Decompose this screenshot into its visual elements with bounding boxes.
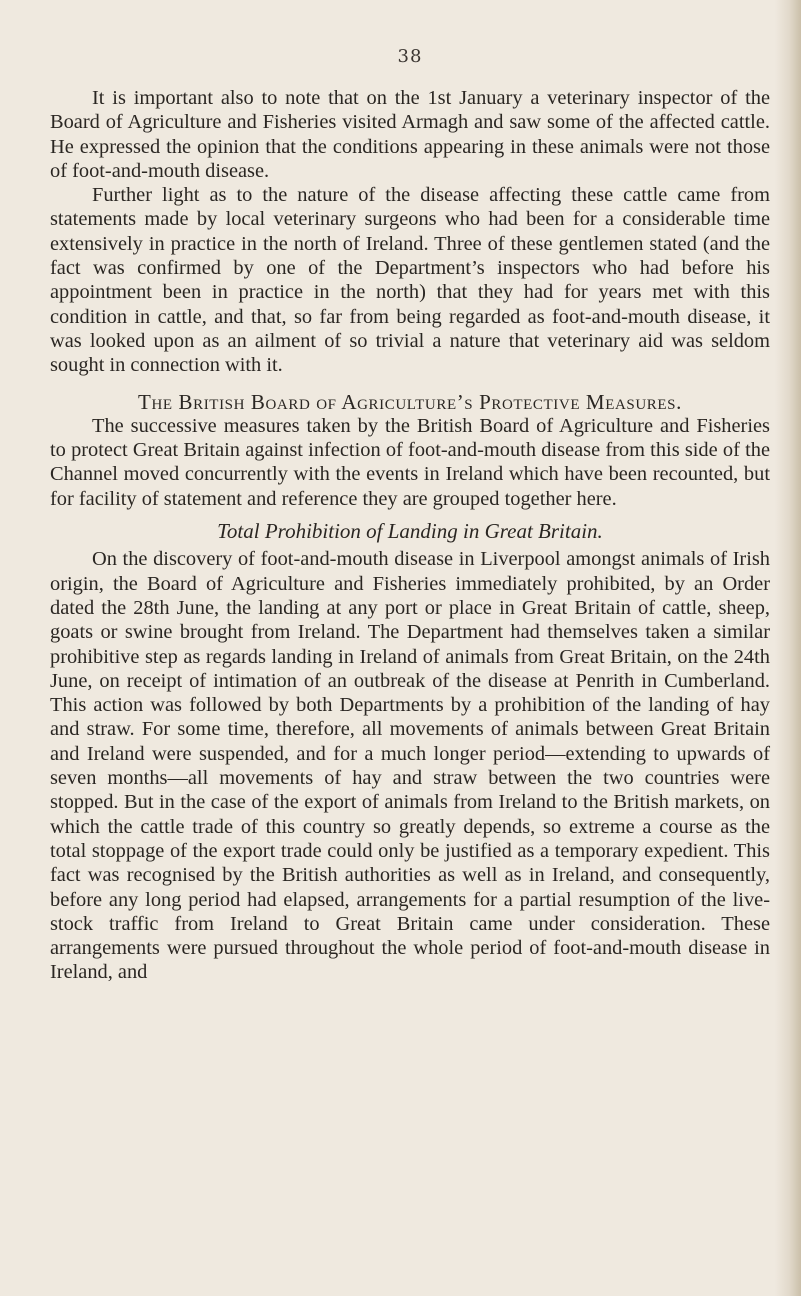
body-text bbox=[50, 86, 770, 985]
section-heading: The British Board of Agriculture’s Protective Measures. bbox=[138, 389, 682, 414]
paragraph-inspector-visit: It is important also to note that on the 1st January a veterinary inspector of the Board of Agriculture and Fisheries visited Armagh and saw some of the affected cattle. He expressed the opinion that the conditions appearing in these animals were not those of foot-and-mouth disease. bbox=[50, 87, 770, 182]
page-number: 38 bbox=[397, 46, 423, 67]
paragraph-liverpool-discovery: On the discovery of foot-and-mouth disease in Liverpool amongst animals of Irish origin, the Board of Agriculture and Fisheries immediately prohibited, by an Order dated the 28th June, the landing at any port or place in Great Britain of cattle, sheep, goats or swine brought from Ireland. The Department had themselves taken a similar prohibitive step as regards landing in Ireland of animals from Great Britain, on the 24th June, on receipt of intimation of an outbreak of the disease at Penrith in Cumberland. This action was followed by both Departments by a prohibition of the landing of hay and straw. For some time, therefore, all movements of animals between Great Britain and Ireland were suspended, and for a much longer period—extending to upwards of seven months—all movements of hay and straw between the two countries were stopped. But in the case of the export of animals from Ireland to the British markets, on which the cattle trade of this country so greatly depends, so extreme a course as the total stoppage of the export trade could only be justified as a temporary expedient. This fact was recognised by the British authorities as well as in Ireland, and consequently, before any long period had elapsed, arrangements for a partial resumption of the live-stock traffic from Ireland to Great Britain came under consideration. These arrangements were pursued throughout the whole period of foot-and-mouth disease in Ireland, and bbox=[50, 548, 770, 984]
document-page bbox=[50, 0, 770, 1296]
paragraph-successive-measures: The successive measures taken by the British Board of Agriculture and Fisheries to protect Great Britain against infection of foot-and-mouth disease from this side of the Channel moved concurrently with the events in Ireland which have been recounted, but for facility of statement and reference they are grouped together here. bbox=[50, 414, 770, 510]
paragraph-local-veterinary: Further light as to the nature of the disease affecting these cattle came from statements made by local veterinary surgeons who had been for a considerable time extensively in practice in the north of Ireland. Three of these gentlemen stated (and the fact was confirmed by one of the Department’s inspectors who had before his appointment been in practice in the north) that they had for years met with this condition in cattle, and that, so far from being regarded as foot-and-mouth disease, it was looked upon as an ailment of so trivial a nature that veterinary aid was seldom sought in connection with it. bbox=[50, 184, 770, 377]
page-edge-shadow bbox=[775, 0, 801, 1296]
subheading-total-prohibition: Total Prohibition of Landing in Great Britain. bbox=[217, 519, 603, 544]
